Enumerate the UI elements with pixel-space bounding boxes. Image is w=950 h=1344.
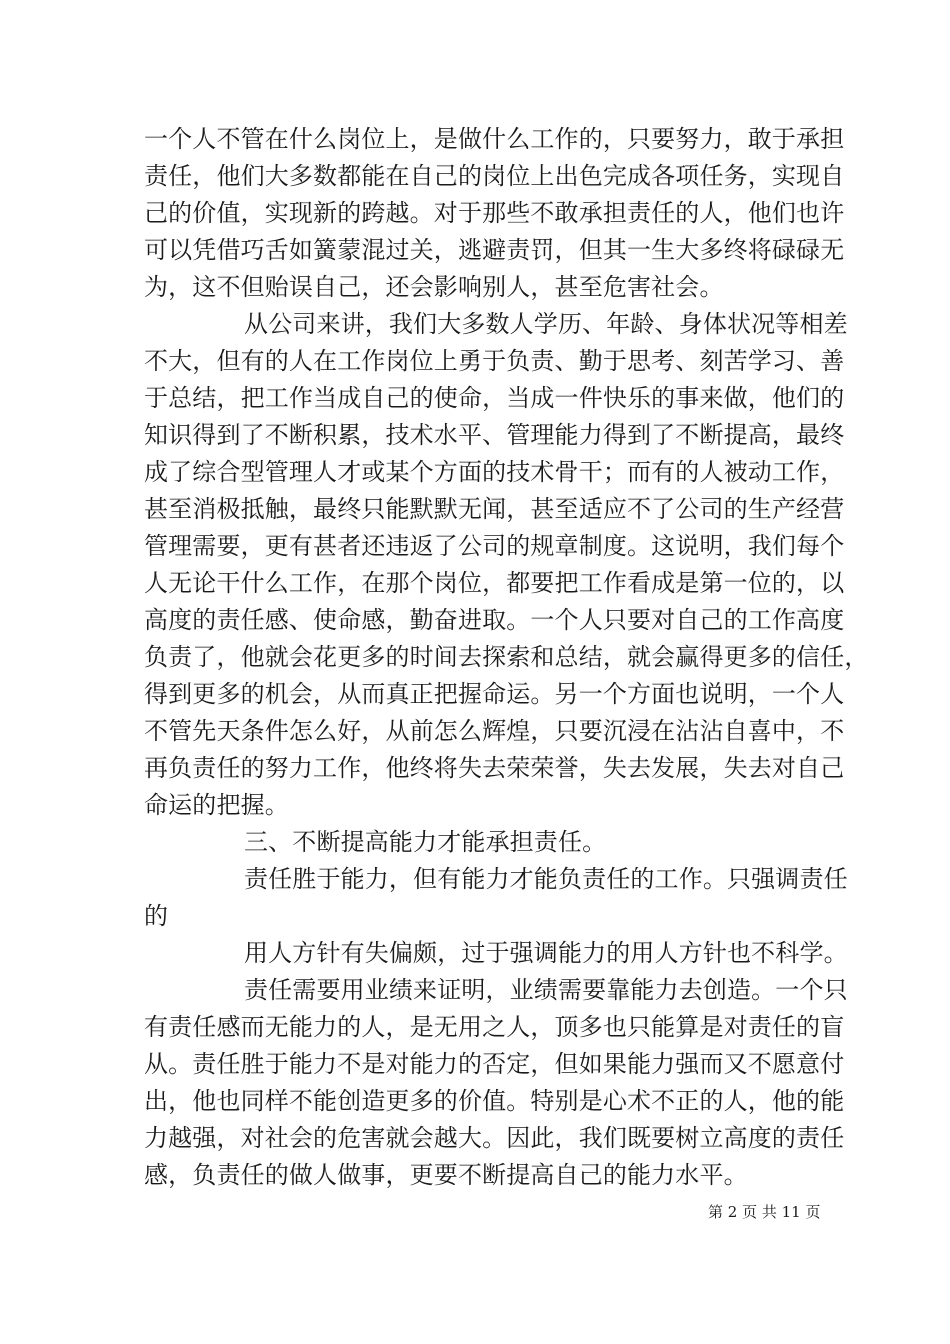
text-line: 人无论干什么工作，在那个岗位，都要把工作看成是第一位的，以 bbox=[144, 569, 845, 597]
text-line: 可以凭借巧舌如簧蒙混过关，逃避责罚，但其一生大多终将碌碌无 bbox=[144, 236, 845, 264]
text-line: 从。责任胜于能力不是对能力的否定，但如果能力强而又不愿意付 bbox=[144, 1050, 845, 1078]
text-line: 负责了，他就会花更多的时间去探索和总结，就会赢得更多的信任， bbox=[144, 643, 869, 671]
text-line: 成了综合型管理人才或某个方面的技术骨干；而有的人被动工作， bbox=[144, 458, 845, 486]
text-line: 得到更多的机会，从而真正把握命运。另一个方面也说明，一个人 bbox=[144, 680, 845, 708]
text-line: 有责任感而无能力的人，是无用之人，顶多也只能算是对责任的盲 bbox=[144, 1013, 845, 1041]
text-line: 一个人不管在什么岗位上，是做什么工作的，只要努力，敢于承担 bbox=[144, 125, 845, 153]
text-line: 出，他也同样不能创造更多的价值。特别是心术不正的人，他的能 bbox=[144, 1087, 845, 1115]
paragraph-start-line: 责任胜于能力，但有能力才能负责任的工作。只强调责任 bbox=[244, 865, 848, 893]
text-line: 命运的把握。 bbox=[144, 791, 289, 819]
text-line: 为，这不但贻误自己，还会影响别人，甚至危害社会。 bbox=[144, 273, 724, 301]
text-line: 高度的责任感、使命感，勤奋进取。一个人只要对自己的工作高度 bbox=[144, 606, 845, 634]
text-line: 不大，但有的人在工作岗位上勇于负责、勤于思考、刻苦学习、善 bbox=[144, 347, 845, 375]
text-line: 知识得到了不断积累，技术水平、管理能力得到了不断提高，最终 bbox=[144, 421, 845, 449]
text-line: 的 bbox=[144, 902, 169, 930]
text-line: 于总结，把工作当成自己的使命，当成一件快乐的事来做，他们的 bbox=[144, 384, 845, 412]
paragraph-start-line: 责任需要用业绩来证明，业绩需要靠能力去创造。一个只 bbox=[244, 976, 848, 1004]
text-line: 甚至消极抵触，最终只能默默无闻，甚至适应不了公司的生产经营 bbox=[144, 495, 845, 523]
text-line: 管理需要，更有甚者还违返了公司的规章制度。这说明，我们每个 bbox=[144, 532, 845, 560]
paragraph-start-line: 用人方针有失偏颇，过于强调能力的用人方针也不科学。 bbox=[244, 939, 848, 967]
text-line: 感，负责任的做人做事，更要不断提高自己的能力水平。 bbox=[144, 1161, 748, 1189]
text-line: 责任，他们大多数都能在自己的岗位上出色完成各项任务，实现自 bbox=[144, 162, 845, 190]
text-line: 己的价值，实现新的跨越。对于那些不敢承担责任的人，他们也许 bbox=[144, 199, 845, 227]
text-line: 力越强，对社会的危害就会越大。因此，我们既要树立高度的责任 bbox=[144, 1124, 845, 1152]
page-number-footer: 第 2 页 共 11 页 bbox=[708, 1203, 821, 1221]
paragraph-start-line: 从公司来讲，我们大多数人学历、年龄、身体状况等相差 bbox=[244, 310, 848, 338]
text-line: 再负责任的努力工作，他终将失去荣荣誉，失去发展，失去对自己 bbox=[144, 754, 845, 782]
text-line: 不管先天条件怎么好，从前怎么辉煌，只要沉浸在沾沾自喜中，不 bbox=[144, 717, 845, 745]
section-heading: 三、不断提高能力才能承担责任。 bbox=[244, 828, 607, 856]
